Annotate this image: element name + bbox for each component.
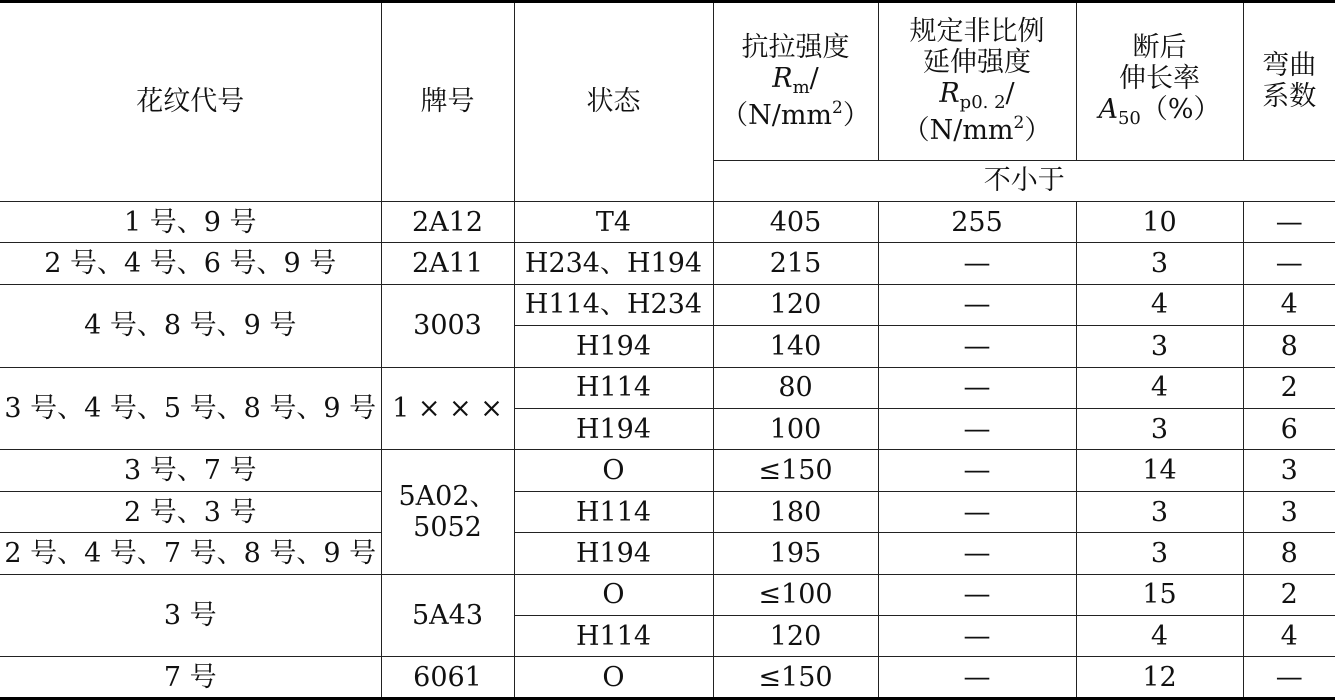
- cell-elongation: 15: [1076, 574, 1243, 615]
- grade-line-1: 5A02、: [398, 480, 497, 512]
- cell-bend: 2: [1243, 367, 1335, 408]
- cell-tensile: 100: [713, 409, 878, 450]
- tensile-symbol: $R_m/$: [772, 62, 819, 98]
- cell-proof: —: [878, 326, 1076, 367]
- cell-pattern: 4 号、8 号、9 号: [0, 284, 381, 367]
- cell-elongation: 4: [1076, 616, 1243, 657]
- table-row: [0, 201, 1335, 242]
- cell-proof: —: [878, 533, 1076, 574]
- grade-line-2: 5052: [413, 512, 482, 544]
- cell-elongation: 10: [1076, 201, 1243, 242]
- table-row: [0, 367, 1335, 408]
- cell-pattern: 3 号、7 号: [0, 450, 381, 491]
- cell-pattern: 2 号、4 号、6 号、9 号: [0, 243, 381, 284]
- cell-tensile: 120: [713, 616, 878, 657]
- elongation-symbol: $A_{50}(\%)$: [1098, 94, 1221, 130]
- cell-elongation: 3: [1076, 533, 1243, 574]
- cell-pattern: 3 号: [0, 574, 381, 657]
- cell-proof: —: [878, 657, 1076, 699]
- table-row: [0, 450, 1335, 491]
- cell-tensile: 80: [713, 367, 878, 408]
- proof-title-1: 规定非比例: [909, 16, 1045, 48]
- cell-tensile: 405: [713, 201, 878, 242]
- cell-temper: H114: [514, 491, 713, 532]
- tensile-title: 抗拉强度: [741, 31, 850, 63]
- cell-bend: 8: [1243, 326, 1335, 367]
- cell-bend: 3: [1243, 450, 1335, 491]
- elongation-title-1: 断后: [1132, 32, 1187, 64]
- cell-proof: —: [878, 367, 1076, 408]
- cell-proof: —: [878, 491, 1076, 532]
- cell-bend: 2: [1243, 574, 1335, 615]
- cell-elongation: 3: [1076, 326, 1243, 367]
- cell-elongation: 14: [1076, 450, 1243, 491]
- cell-elongation: 4: [1076, 284, 1243, 325]
- cell-proof: 255: [878, 201, 1076, 242]
- cell-proof: —: [878, 284, 1076, 325]
- cell-proof: —: [878, 409, 1076, 450]
- bend-title-1: 弯曲: [1262, 50, 1317, 82]
- cell-tensile: 195: [713, 533, 878, 574]
- proof-unit: $(N/mm^2)$: [902, 113, 1052, 147]
- cell-bend: 4: [1243, 284, 1335, 325]
- cell-bend: 8: [1243, 533, 1335, 574]
- header-tensile-strength: [713, 2, 878, 161]
- cell-temper: H194: [514, 409, 713, 450]
- cell-proof: —: [878, 243, 1076, 284]
- cell-temper: O: [514, 450, 713, 491]
- header-elongation: [1076, 2, 1243, 161]
- cell-elongation: 3: [1076, 491, 1243, 532]
- header-not-less-than: 不小于: [713, 160, 1335, 201]
- table-row: [0, 657, 1335, 699]
- cell-proof: —: [878, 574, 1076, 615]
- cell-bend: —: [1243, 201, 1335, 242]
- header-bend-coefficient: [1243, 2, 1335, 161]
- table-row: [0, 574, 1335, 615]
- cell-grade: 1 × × ×: [381, 367, 514, 450]
- cell-grade: 3003: [381, 284, 514, 367]
- cell-bend: 4: [1243, 616, 1335, 657]
- table-row: [0, 284, 1335, 325]
- cell-temper: H234、H194: [514, 243, 713, 284]
- table-row: [0, 533, 1335, 574]
- cell-tensile: ≤150: [713, 657, 878, 699]
- cell-tensile: 140: [713, 326, 878, 367]
- header-pattern-code: 花纹代号: [0, 2, 381, 202]
- bend-title-2: 系数: [1262, 81, 1317, 113]
- cell-elongation: 4: [1076, 367, 1243, 408]
- header-row: [0, 2, 1335, 161]
- cell-bend: 3: [1243, 491, 1335, 532]
- cell-pattern: 7 号: [0, 657, 381, 699]
- cell-pattern: 3 号、4 号、5 号、8 号、9 号: [0, 367, 381, 450]
- cell-tensile: ≤100: [713, 574, 878, 615]
- cell-temper: T4: [514, 201, 713, 242]
- table-row: [0, 243, 1335, 284]
- tensile-unit: $(N/mm^2)$: [721, 97, 870, 131]
- cell-bend: 6: [1243, 409, 1335, 450]
- cell-bend: —: [1243, 657, 1335, 699]
- cell-grade: 2A12: [381, 201, 514, 242]
- cell-bend: —: [1243, 243, 1335, 284]
- header-temper: 状态: [514, 2, 713, 202]
- proof-symbol: $R_{p0. 2}/$: [939, 78, 1015, 114]
- cell-pattern: 1 号、9 号: [0, 201, 381, 242]
- cell-tensile: 180: [713, 491, 878, 532]
- cell-grade: 5A43: [381, 574, 514, 657]
- cell-temper: H194: [514, 326, 713, 367]
- cell-pattern: 2 号、3 号: [0, 491, 381, 532]
- proof-title-2: 延伸强度: [923, 47, 1031, 79]
- table-row: [0, 491, 1335, 532]
- cell-temper: H114: [514, 367, 713, 408]
- cell-temper: O: [514, 574, 713, 615]
- cell-tensile: 120: [713, 284, 878, 325]
- cell-temper: H114: [514, 616, 713, 657]
- cell-grade: [381, 450, 514, 574]
- header-proof-strength: [878, 2, 1076, 161]
- cell-proof: —: [878, 616, 1076, 657]
- cell-grade: 2A11: [381, 243, 514, 284]
- cell-pattern: 2 号、4 号、7 号、8 号、9 号: [0, 533, 381, 574]
- elongation-title-2: 伸长率: [1119, 63, 1200, 95]
- cell-grade: 6061: [381, 657, 514, 699]
- cell-temper: H114、H234: [514, 284, 713, 325]
- cell-tensile: ≤150: [713, 450, 878, 491]
- cell-elongation: 12: [1076, 657, 1243, 699]
- header-grade: 牌号: [381, 2, 514, 202]
- cell-temper: H194: [514, 533, 713, 574]
- cell-temper: O: [514, 657, 713, 699]
- cell-tensile: 215: [713, 243, 878, 284]
- cell-elongation: 3: [1076, 243, 1243, 284]
- cell-proof: —: [878, 450, 1076, 491]
- cell-elongation: 3: [1076, 409, 1243, 450]
